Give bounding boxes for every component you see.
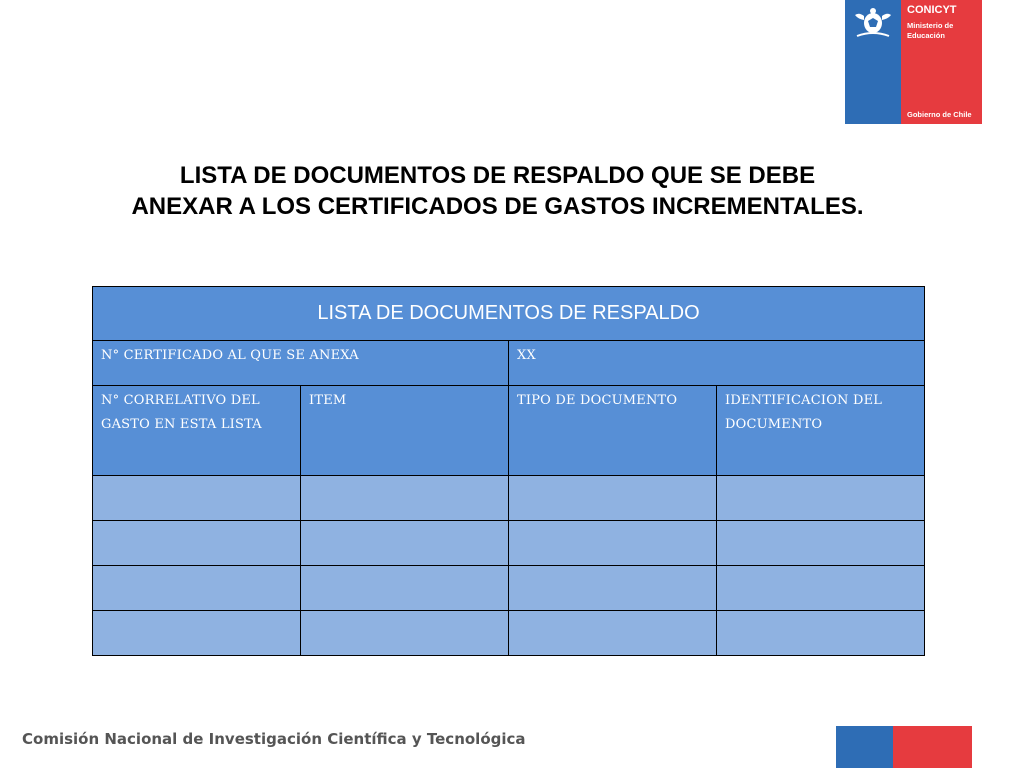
column-header-row: [93, 386, 925, 476]
column-header-tipo: TIPO DE DOCUMENTO: [517, 393, 678, 408]
footer-flag-bar: [836, 726, 972, 768]
column-header: [717, 386, 925, 476]
table-cell[interactable]: [93, 611, 301, 656]
table-cell[interactable]: [509, 521, 717, 566]
page-title: [60, 160, 935, 222]
column-header-correlativo: N° CORRELATIVO DEL GASTO EN ESTA LISTA: [101, 393, 262, 432]
table-cell[interactable]: [301, 611, 509, 656]
column-header-identificacion: IDENTIFICACION DEL DOCUMENTO: [725, 393, 883, 432]
table-header: LISTA DE DOCUMENTOS DE RESPALDO: [93, 287, 925, 341]
table-cell[interactable]: [717, 521, 925, 566]
certificate-label: N° CERTIFICADO AL QUE SE ANEXA: [101, 348, 359, 363]
table-cell[interactable]: [93, 476, 301, 521]
table-cell[interactable]: [509, 476, 717, 521]
conicyt-logo: [845, 0, 982, 124]
certificate-row: [93, 341, 925, 386]
logo-red-panel: [901, 0, 982, 124]
table-row: [93, 476, 925, 521]
column-header-item: ITEM: [309, 393, 347, 408]
table-cell[interactable]: [93, 521, 301, 566]
page-title-line-1: LISTA DE DOCUMENTOS DE RESPALDO QUE SE DEBE: [179, 162, 816, 189]
chile-coat-of-arms-icon: [851, 6, 895, 40]
table-cell[interactable]: [509, 611, 717, 656]
column-header: [301, 386, 509, 476]
page-title-line-2: ANEXAR A LOS CERTIFICADOS DE GASTOS INCREMENTALES.: [131, 193, 864, 220]
logo-blue-panel: [845, 0, 901, 124]
table-cell[interactable]: [717, 566, 925, 611]
footer-flag-blue: [836, 726, 893, 768]
documents-table: [92, 286, 925, 656]
table-cell[interactable]: [717, 611, 925, 656]
table-cell[interactable]: [301, 476, 509, 521]
footer-institution: Comisión Nacional de Investigación Científica y Tecnológica: [22, 730, 526, 748]
footer-flag-red: [893, 726, 972, 768]
logo-ministry: Ministerio de Educación: [907, 21, 954, 40]
column-header: [509, 386, 717, 476]
logo-brand: CONICYT: [907, 4, 957, 16]
table-row: [93, 566, 925, 611]
logo-government: Gobierno de Chile: [907, 110, 972, 119]
certificate-value: XX: [517, 348, 536, 363]
table-cell[interactable]: [509, 566, 717, 611]
table-row: [93, 521, 925, 566]
column-header: [93, 386, 301, 476]
certificate-value-cell[interactable]: [509, 341, 925, 386]
table-cell[interactable]: [93, 566, 301, 611]
certificate-label-cell: [93, 341, 509, 386]
table-cell[interactable]: [301, 521, 509, 566]
table-cell[interactable]: [301, 566, 509, 611]
table-row: [93, 611, 925, 656]
table-cell[interactable]: [717, 476, 925, 521]
